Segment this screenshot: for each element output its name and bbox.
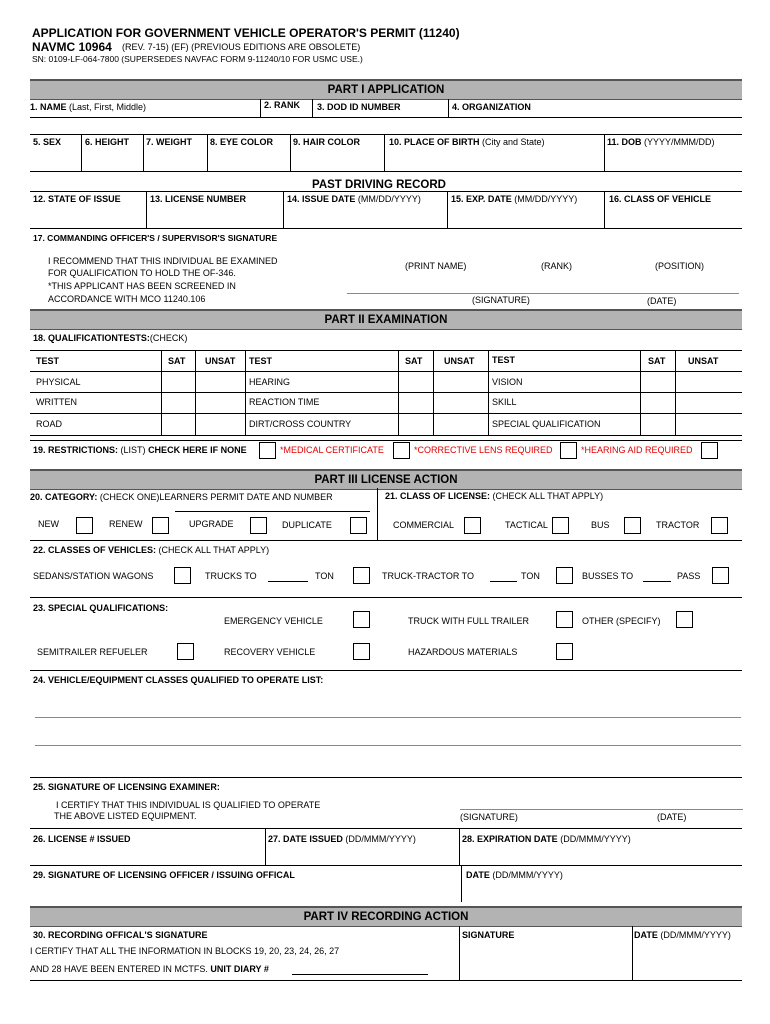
org-label: 4. ORGANIZATION <box>452 102 531 112</box>
restrictions-label: 19. RESTRICTIONS: (LIST) CHECK HERE IF NONE <box>33 445 247 455</box>
tractor-label: TRACTOR <box>656 520 700 530</box>
trucks-to-label: TRUCKS TO <box>205 571 257 581</box>
equip-list-field[interactable] <box>35 692 741 752</box>
form-number: NAVMC 10964 <box>32 40 112 54</box>
part1-heading-bar <box>30 79 742 100</box>
position-caption: (POSITION) <box>655 261 704 271</box>
equip-list-label: 24. VEHICLE/EQUIPMENT CLASSES QUALIFIED TO OPERATE LIST: <box>33 675 324 685</box>
full-trailer-checkbox[interactable] <box>556 611 573 628</box>
bus-label: BUS <box>591 520 610 530</box>
org-field[interactable] <box>449 118 742 134</box>
license-issued-label: 26. LICENSE # ISSUED <box>33 834 131 844</box>
dob-label: 11. DOB (YYYY/MMM/DD) <box>607 137 715 147</box>
sedans-checkbox[interactable] <box>174 567 191 584</box>
recording-sig-label: 30. RECORDING OFFICAL'S SIGNATURE <box>33 930 208 940</box>
corrective-lens-checkbox[interactable] <box>560 442 577 459</box>
emergency-label: EMERGENCY VEHICLE <box>224 616 323 626</box>
busses-checkbox[interactable] <box>712 567 729 584</box>
trucks-ton-field[interactable] <box>268 568 308 581</box>
height-label: 6. HEIGHT <box>85 137 130 147</box>
semitrailer-checkbox[interactable] <box>177 643 194 660</box>
upgrade-checkbox[interactable] <box>250 517 267 534</box>
col-test-1: TEST <box>36 356 60 366</box>
co-signature-field[interactable] <box>347 274 739 292</box>
date-caption: (DATE) <box>647 296 677 306</box>
recording-certify-1: I CERTIFY THAT ALL THE INFORMATION IN BLOCKS 19, 20, 23, 24, 26, 27 <box>30 946 340 956</box>
hazardous-label: HAZARDOUS MATERIALS <box>408 647 518 657</box>
expiration-label: 28. EXPIRATION DATE (DD/MMM/YYYY) <box>462 834 631 844</box>
class-vehicle-label: 16. CLASS OF VEHICLE <box>609 194 712 204</box>
ton2-label: TON <box>521 571 540 581</box>
recommend-line-4: ACCORDANCE WITH MCO 11240.106 <box>48 294 206 304</box>
recommend-line-2: FOR QUALIFICATION TO HOLD THE OF-346. <box>48 268 236 278</box>
state-label: 12. STATE OF ISSUE <box>33 194 121 204</box>
new-label: NEW <box>38 519 59 529</box>
test-row: HEARING <box>249 377 291 387</box>
commercial-checkbox[interactable] <box>464 517 481 534</box>
qual-tests-label: 18. QUALIFICATIONTESTS:(CHECK) <box>33 333 188 343</box>
hearing-aid-checkbox[interactable] <box>701 442 718 459</box>
renew-label: RENEW <box>109 519 143 529</box>
class-license-label: 21. CLASS OF LICENSE: (CHECK ALL THAT APPLY) <box>385 491 604 501</box>
truck-tractor-checkbox[interactable] <box>556 567 573 584</box>
eye-label: 8. EYE COLOR <box>210 137 274 147</box>
emergency-checkbox[interactable] <box>353 611 370 628</box>
examiner-sig-label: 25. SIGNATURE OF LICENSING EXAMINER: <box>33 782 220 792</box>
hazardous-checkbox[interactable] <box>556 643 573 660</box>
rank-caption: (RANK) <box>541 261 572 271</box>
part3-heading-bar <box>30 469 742 490</box>
issue-date-label: 14. ISSUE DATE (MM/DD/YYYY) <box>287 194 421 204</box>
examiner-date-caption: (DATE) <box>657 812 687 822</box>
recording-certify-2: AND 28 HAVE BEEN ENTERED IN MCTFS. UNIT DIARY # <box>30 964 269 974</box>
past-record-heading: PAST DRIVING RECORD <box>312 179 446 191</box>
name-field[interactable] <box>30 118 260 134</box>
test-row: VISION <box>492 377 523 387</box>
dod-field[interactable] <box>313 118 448 134</box>
part4-heading: PART IV RECORDING ACTION <box>303 911 469 923</box>
tactical-label: TACTICAL <box>505 520 548 530</box>
category-label: 20. CATEGORY: (CHECK ONE)LEARNERS PERMIT DATE AND NUMBER <box>30 492 333 502</box>
rank-label: 2. RANK <box>264 100 301 110</box>
classes-label: 22. CLASSES OF VEHICLES: (CHECK ALL THAT APPLY) <box>33 545 270 555</box>
test-row: REACTION TIME <box>249 397 320 407</box>
tractor-checkbox[interactable] <box>711 517 728 534</box>
commercial-label: COMMERCIAL <box>393 520 455 530</box>
license-num-label: 13. LICENSE NUMBER <box>150 194 247 204</box>
examiner-certify-1: I CERTIFY THAT THIS INDIVIDUAL IS QUALIFIED TO OPERATE <box>56 800 321 810</box>
sedans-label: SEDANS/STATION WAGONS <box>33 571 154 581</box>
restrictions-none-checkbox[interactable] <box>259 442 276 459</box>
bus-checkbox[interactable] <box>624 517 641 534</box>
semitrailer-label: SEMITRAILER REFUELER <box>37 647 148 657</box>
weight-label: 7. WEIGHT <box>146 137 193 147</box>
full-trailer-label: TRUCK WITH FULL TRAILER <box>408 616 530 626</box>
co-signature-label: 17. COMMANDING OFFICER'S / SUPERVISOR'S SIGNATURE <box>33 233 278 243</box>
col-unsat-2: UNSAT <box>444 356 475 366</box>
col-unsat-3: UNSAT <box>688 356 719 366</box>
dod-label: 3. DOD ID NUMBER <box>317 102 401 112</box>
trucks-checkbox[interactable] <box>353 567 370 584</box>
tactical-checkbox[interactable] <box>552 517 569 534</box>
name-label: 1. NAME (Last, First, Middle) <box>30 102 147 112</box>
duplicate-label: DUPLICATE <box>282 520 332 530</box>
col-sat-2: SAT <box>405 356 423 366</box>
recommend-line-3: *THIS APPLICANT HAS BEEN SCREENED IN <box>48 281 236 291</box>
special-qual-label: 23. SPECIAL QUALIFICATIONS: <box>33 603 169 613</box>
recovery-checkbox[interactable] <box>353 643 370 660</box>
sex-label: 5. SEX <box>33 137 62 147</box>
pass-label: PASS <box>677 571 701 581</box>
upgrade-label: UPGRADE <box>189 519 234 529</box>
test-row: DIRT/CROSS COUNTRY <box>249 419 352 429</box>
new-checkbox[interactable] <box>76 517 93 534</box>
examiner-signature-field[interactable] <box>460 790 743 808</box>
test-row: SKILL <box>492 397 517 407</box>
recovery-label: RECOVERY VEHICLE <box>224 647 316 657</box>
truck-tractor-label: TRUCK-TRACTOR TO <box>382 571 475 581</box>
other-checkbox[interactable] <box>676 611 693 628</box>
col-unsat-1: UNSAT <box>205 356 236 366</box>
recording-signature-label: SIGNATURE <box>462 930 515 940</box>
recommend-line-1: I RECOMMEND THAT THIS INDIVIDUAL BE EXAMINED <box>48 256 278 266</box>
corrective-lens-label: *CORRECTIVE LENS REQUIRED <box>414 445 553 455</box>
hearing-aid-label: *HEARING AID REQUIRED <box>581 445 693 455</box>
medical-cert-checkbox[interactable] <box>393 442 410 459</box>
part4-heading-bar <box>30 906 742 927</box>
renew-checkbox[interactable] <box>152 517 169 534</box>
signature-caption: (SIGNATURE) <box>472 295 530 305</box>
busses-pass-field[interactable] <box>643 568 671 581</box>
other-label: OTHER (SPECIFY) <box>582 616 661 626</box>
truck-tractor-ton-field[interactable] <box>490 568 517 581</box>
rank-field[interactable] <box>261 118 312 134</box>
col-sat-1: SAT <box>168 356 186 366</box>
col-test-3: TEST <box>492 355 516 365</box>
test-row: ROAD <box>36 419 63 429</box>
busses-to-label: BUSSES TO <box>582 571 634 581</box>
date-issued-label: 27. DATE ISSUED (DD/MMM/YYYY) <box>268 834 416 844</box>
col-test-2: TEST <box>249 356 273 366</box>
test-row: PHYSICAL <box>36 377 81 387</box>
col-sat-3: SAT <box>648 356 666 366</box>
recording-date-label: DATE (DD/MMM/YYYY) <box>634 930 731 940</box>
part3-heading: PART III LICENSE ACTION <box>314 474 458 486</box>
form-revision: (REV. 7-15) (EF) (PREVIOUS EDITIONS ARE OBSOLETE) <box>122 42 361 52</box>
examiner-certify-2: THE ABOVE LISTED EQUIPMENT. <box>54 811 197 821</box>
part2-heading: PART II EXAMINATION <box>324 314 448 326</box>
hair-label: 9. HAIR COLOR <box>293 137 361 147</box>
test-row: SPECIAL QUALIFICATION <box>492 419 601 429</box>
form-sn: SN: 0109-LF-064-7800 (SUPERSEDES NAVFAC FORM 9-11240/10 FOR USMC USE.) <box>32 54 363 64</box>
medical-cert-label: *MEDICAL CERTIFICATE <box>280 445 384 455</box>
part1-heading: PART I APPLICATION <box>327 84 445 96</box>
exp-date-label: 15. EXP. DATE (MM/DD/YYYY) <box>451 194 578 204</box>
officer-date-label: DATE (DD/MMM/YYYY) <box>466 870 563 880</box>
ton-label: TON <box>315 571 334 581</box>
print-name-caption: (PRINT NAME) <box>405 261 467 271</box>
duplicate-checkbox[interactable] <box>350 517 367 534</box>
test-row: WRITTEN <box>36 397 77 407</box>
part2-heading-bar <box>30 309 742 330</box>
officer-sig-label: 29. SIGNATURE OF LICENSING OFFICER / ISSUING OFFICAL <box>33 870 295 880</box>
examiner-signature-caption: (SIGNATURE) <box>460 812 518 822</box>
unit-diary-field[interactable] <box>292 961 428 974</box>
pob-label: 10. PLACE OF BIRTH (City and State) <box>389 137 545 147</box>
form-title: APPLICATION FOR GOVERNMENT VEHICLE OPERATOR'S PERMIT (11240) <box>32 26 460 40</box>
